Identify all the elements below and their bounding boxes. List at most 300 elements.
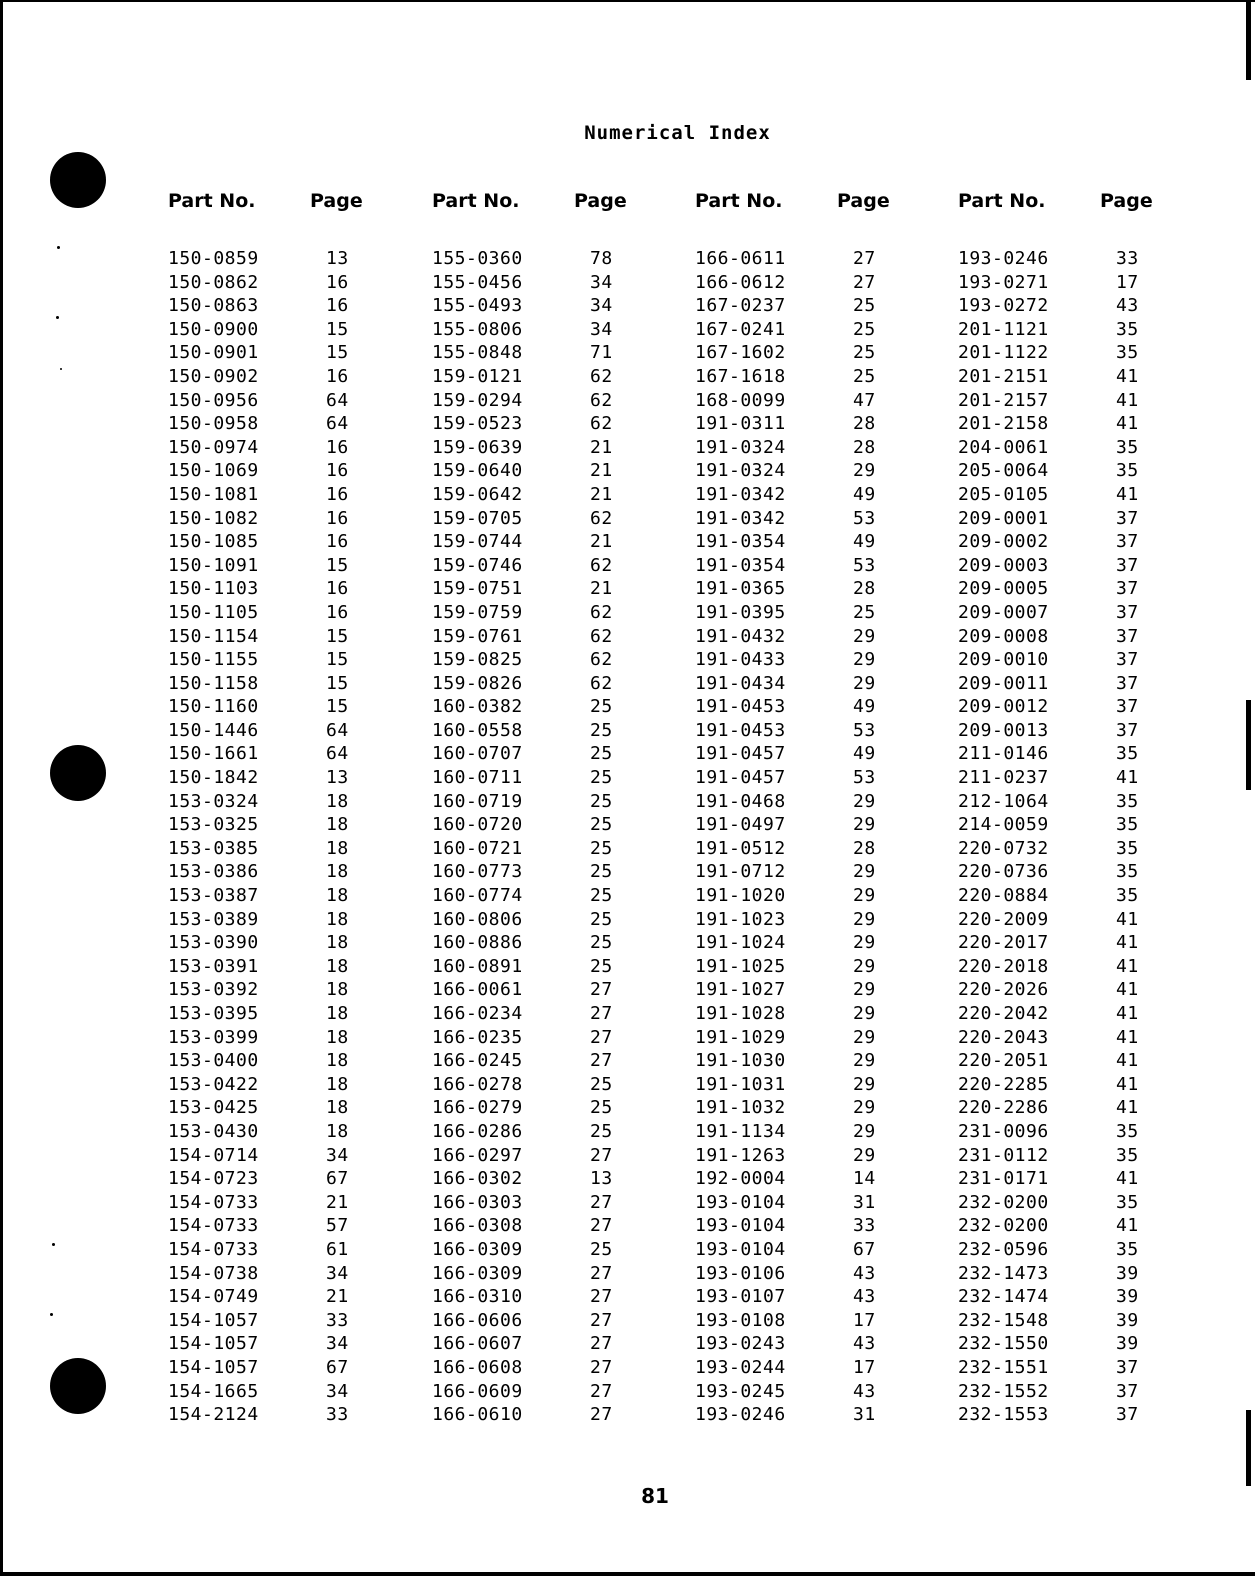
index-rows — [168, 248, 388, 1428]
part-number: 191-0512 — [695, 837, 786, 859]
part-no-header: Part No. — [695, 190, 783, 212]
part-number: 150-1661 — [168, 743, 259, 765]
page-ref: 53 — [853, 767, 876, 789]
page-ref: 16 — [326, 295, 349, 317]
page-ref: 21 — [590, 460, 613, 482]
part-number: 209-0005 — [958, 578, 1049, 600]
index-row — [168, 932, 388, 956]
index-row — [432, 1333, 652, 1357]
part-number: 153-0385 — [168, 837, 259, 859]
index-row — [958, 272, 1178, 296]
part-number: 191-1025 — [695, 955, 786, 977]
index-row — [958, 248, 1178, 272]
page-ref: 29 — [853, 790, 876, 812]
index-row — [958, 578, 1178, 602]
index-row — [695, 1333, 915, 1357]
page-ref: 37 — [1116, 1356, 1139, 1378]
part-number: 193-0272 — [958, 295, 1049, 317]
page-ref: 35 — [1116, 1191, 1139, 1213]
part-number: 212-1064 — [958, 790, 1049, 812]
index-rows — [432, 248, 652, 1428]
index-row — [168, 319, 388, 343]
page-ref: 33 — [326, 1404, 349, 1426]
scan-speck — [50, 1313, 53, 1316]
index-row — [695, 1381, 915, 1405]
part-number: 150-1154 — [168, 625, 259, 647]
part-number: 231-0171 — [958, 1168, 1049, 1190]
index-row — [695, 319, 915, 343]
part-number: 159-0761 — [432, 625, 523, 647]
binder-hole — [50, 745, 106, 801]
column-header — [168, 190, 388, 234]
index-row — [695, 1192, 915, 1216]
part-number: 191-0457 — [695, 767, 786, 789]
index-row — [958, 767, 1178, 791]
page-ref: 27 — [590, 1309, 613, 1331]
index-row — [168, 814, 388, 838]
page-ref: 25 — [590, 814, 613, 836]
index-row — [168, 720, 388, 744]
part-number: 193-0246 — [695, 1404, 786, 1426]
index-row — [695, 956, 915, 980]
part-number: 166-0609 — [432, 1380, 523, 1402]
binder-hole — [50, 152, 106, 208]
index-row — [695, 484, 915, 508]
index-row — [432, 1381, 652, 1405]
page-header: Page — [1100, 190, 1153, 212]
part-number: 166-0286 — [432, 1120, 523, 1142]
index-row — [958, 531, 1178, 555]
part-number: 167-0241 — [695, 318, 786, 340]
index-row — [432, 720, 652, 744]
part-number: 191-0395 — [695, 601, 786, 623]
page-ref: 29 — [853, 861, 876, 883]
page-ref: 41 — [1116, 955, 1139, 977]
part-number: 211-0237 — [958, 767, 1049, 789]
part-number: 166-0308 — [432, 1215, 523, 1237]
index-row — [168, 390, 388, 414]
page-ref: 21 — [590, 578, 613, 600]
index-row — [168, 1003, 388, 1027]
page-ref: 25 — [590, 932, 613, 954]
index-row — [958, 1192, 1178, 1216]
part-number: 154-0733 — [168, 1238, 259, 1260]
index-row — [695, 1074, 915, 1098]
part-number: 231-0112 — [958, 1144, 1049, 1166]
index-row — [168, 743, 388, 767]
part-number: 153-0387 — [168, 885, 259, 907]
page-ref: 62 — [590, 413, 613, 435]
part-number: 220-0884 — [958, 885, 1049, 907]
page-ref: 25 — [590, 1097, 613, 1119]
page-ref: 39 — [1116, 1286, 1139, 1308]
index-row — [958, 1003, 1178, 1027]
part-number: 159-0294 — [432, 389, 523, 411]
page-ref: 49 — [853, 696, 876, 718]
page-ref: 35 — [1116, 1120, 1139, 1142]
page-ref: 25 — [590, 1238, 613, 1260]
part-number: 166-0279 — [432, 1097, 523, 1119]
index-row — [168, 1381, 388, 1405]
index-row — [168, 602, 388, 626]
page-ref: 18 — [326, 932, 349, 954]
part-number: 191-1023 — [695, 908, 786, 930]
index-row — [168, 1145, 388, 1169]
page-ref: 21 — [590, 436, 613, 458]
page-ref: 71 — [590, 342, 613, 364]
index-row — [695, 1027, 915, 1051]
index-row — [432, 1097, 652, 1121]
page-ref: 25 — [590, 955, 613, 977]
page-ref: 37 — [1116, 601, 1139, 623]
page-ref: 17 — [853, 1356, 876, 1378]
page-ref: 35 — [1116, 743, 1139, 765]
index-row — [695, 578, 915, 602]
part-number: 220-2018 — [958, 955, 1049, 977]
part-number: 209-0003 — [958, 554, 1049, 576]
page-ref: 16 — [326, 436, 349, 458]
part-number: 155-0848 — [432, 342, 523, 364]
index-row — [695, 743, 915, 767]
index-row — [958, 932, 1178, 956]
part-number: 193-0246 — [958, 248, 1049, 269]
page-ref: 53 — [853, 719, 876, 741]
part-number: 167-1602 — [695, 342, 786, 364]
scan-speck — [57, 246, 60, 249]
part-number: 150-0863 — [168, 295, 259, 317]
page-ref: 35 — [1116, 790, 1139, 812]
index-row — [958, 956, 1178, 980]
page-ref: 33 — [1116, 248, 1139, 269]
page-header: Page — [310, 190, 363, 212]
part-number: 166-0302 — [432, 1168, 523, 1190]
page-ref: 25 — [590, 696, 613, 718]
index-row — [432, 390, 652, 414]
part-number: 160-0774 — [432, 885, 523, 907]
page-ref: 49 — [853, 531, 876, 553]
page-ref: 39 — [1116, 1333, 1139, 1355]
part-number: 191-1027 — [695, 979, 786, 1001]
index-row — [168, 838, 388, 862]
part-number: 160-0707 — [432, 743, 523, 765]
page-ref: 29 — [853, 908, 876, 930]
part-number: 201-1121 — [958, 318, 1049, 340]
part-number: 209-0008 — [958, 625, 1049, 647]
index-row — [432, 1263, 652, 1287]
page-ref: 25 — [853, 601, 876, 623]
page-ref: 29 — [853, 1097, 876, 1119]
part-number: 232-0200 — [958, 1191, 1049, 1213]
index-row — [695, 1239, 915, 1263]
page-ref: 41 — [1116, 413, 1139, 435]
part-number: 159-0759 — [432, 601, 523, 623]
page-ref: 16 — [326, 460, 349, 482]
page-ref: 18 — [326, 1050, 349, 1072]
scan-speck — [60, 368, 62, 370]
page-ref: 27 — [590, 1003, 613, 1024]
part-number: 209-0012 — [958, 696, 1049, 718]
page-ref: 37 — [1116, 507, 1139, 529]
page-ref: 37 — [1116, 578, 1139, 600]
index-row — [432, 342, 652, 366]
part-number: 166-0235 — [432, 1026, 523, 1048]
page-number: 81 — [641, 1484, 669, 1508]
index-row — [695, 1310, 915, 1334]
index-row — [695, 1215, 915, 1239]
part-number: 166-0303 — [432, 1191, 523, 1213]
page-ref: 16 — [326, 483, 349, 505]
page-ref: 62 — [590, 649, 613, 671]
index-row — [958, 413, 1178, 437]
part-number: 153-0325 — [168, 814, 259, 836]
index-row — [432, 1239, 652, 1263]
page-ref: 53 — [853, 507, 876, 529]
part-number: 191-0354 — [695, 531, 786, 553]
index-row — [432, 1215, 652, 1239]
page-ref: 37 — [1116, 696, 1139, 718]
part-number: 211-0146 — [958, 743, 1049, 765]
index-row — [695, 508, 915, 532]
index-row — [432, 814, 652, 838]
page-ref: 62 — [590, 554, 613, 576]
page-ref: 41 — [1116, 365, 1139, 387]
page-ref: 15 — [326, 342, 349, 364]
page-ref: 37 — [1116, 672, 1139, 694]
page-ref: 35 — [1116, 837, 1139, 859]
part-number: 153-0425 — [168, 1097, 259, 1119]
index-row — [432, 1074, 652, 1098]
index-row — [695, 555, 915, 579]
part-number: 220-0732 — [958, 837, 1049, 859]
page-ref: 15 — [326, 672, 349, 694]
part-number: 153-0386 — [168, 861, 259, 883]
page-ref: 27 — [590, 1215, 613, 1237]
page-ref: 33 — [853, 1215, 876, 1237]
page-ref: 17 — [853, 1309, 876, 1331]
part-number: 150-0862 — [168, 271, 259, 293]
index-row — [168, 366, 388, 390]
index-row — [168, 413, 388, 437]
index-row — [432, 1121, 652, 1145]
index-row — [958, 649, 1178, 673]
part-number: 205-0064 — [958, 460, 1049, 482]
page-ref: 25 — [590, 719, 613, 741]
index-row — [958, 626, 1178, 650]
part-number: 154-0738 — [168, 1262, 259, 1284]
page-ref: 47 — [853, 389, 876, 411]
page-ref: 29 — [853, 625, 876, 647]
page-ref: 27 — [853, 248, 876, 269]
page-ref: 64 — [326, 719, 349, 741]
page-ref: 28 — [853, 578, 876, 600]
part-number: 160-0721 — [432, 837, 523, 859]
part-number: 155-0493 — [432, 295, 523, 317]
index-row — [168, 885, 388, 909]
part-number: 159-0705 — [432, 507, 523, 529]
index-row — [168, 460, 388, 484]
part-number: 191-1134 — [695, 1120, 786, 1142]
page-ref: 29 — [853, 460, 876, 482]
part-number: 150-0958 — [168, 413, 259, 435]
index-column — [695, 190, 915, 1428]
index-row — [432, 531, 652, 555]
page-ref: 27 — [590, 1286, 613, 1308]
part-number: 191-1029 — [695, 1026, 786, 1048]
page-ref: 41 — [1116, 1026, 1139, 1048]
index-row — [695, 909, 915, 933]
part-number: 191-0434 — [695, 672, 786, 694]
page-ref: 21 — [590, 483, 613, 505]
page-ref: 16 — [326, 578, 349, 600]
index-row — [695, 342, 915, 366]
right-edge-mark — [1246, 0, 1251, 80]
index-row — [695, 295, 915, 319]
part-number: 209-0013 — [958, 719, 1049, 741]
page-ref: 37 — [1116, 625, 1139, 647]
part-number: 166-0309 — [432, 1262, 523, 1284]
index-row — [168, 1286, 388, 1310]
index-row — [168, 979, 388, 1003]
index-row — [432, 932, 652, 956]
index-row — [958, 720, 1178, 744]
index-row — [695, 390, 915, 414]
page-ref: 27 — [590, 1144, 613, 1166]
page-header: Page — [574, 190, 627, 212]
page-ref: 13 — [326, 248, 349, 269]
part-number: 150-0901 — [168, 342, 259, 364]
page-ref: 39 — [1116, 1262, 1139, 1284]
index-row — [695, 531, 915, 555]
part-number: 220-2009 — [958, 908, 1049, 930]
page-ref: 29 — [853, 1026, 876, 1048]
part-number: 155-0806 — [432, 318, 523, 340]
page-ref: 61 — [326, 1238, 349, 1260]
part-no-header: Part No. — [958, 190, 1046, 212]
index-row — [958, 390, 1178, 414]
page-ref: 37 — [1116, 719, 1139, 741]
part-number: 159-0642 — [432, 483, 523, 505]
page-ref: 27 — [590, 1404, 613, 1426]
index-row — [432, 861, 652, 885]
part-number: 191-1032 — [695, 1097, 786, 1119]
index-row — [958, 508, 1178, 532]
index-row — [695, 649, 915, 673]
index-row — [168, 1310, 388, 1334]
index-row — [958, 437, 1178, 461]
part-number: 153-0391 — [168, 955, 259, 977]
part-number: 220-2285 — [958, 1073, 1049, 1095]
part-number: 166-0610 — [432, 1404, 523, 1426]
index-row — [432, 909, 652, 933]
index-row — [432, 484, 652, 508]
index-row — [168, 437, 388, 461]
part-number: 232-0200 — [958, 1215, 1049, 1237]
page-ref: 18 — [326, 885, 349, 907]
part-number: 159-0746 — [432, 554, 523, 576]
index-row — [958, 909, 1178, 933]
page-ref: 34 — [326, 1333, 349, 1355]
part-no-header: Part No. — [168, 190, 256, 212]
page-ref: 41 — [1116, 1003, 1139, 1024]
page-ref: 15 — [326, 649, 349, 671]
part-number: 191-0468 — [695, 790, 786, 812]
part-number: 166-0061 — [432, 979, 523, 1001]
part-number: 209-0011 — [958, 672, 1049, 694]
page-ref: 64 — [326, 743, 349, 765]
part-number: 153-0389 — [168, 908, 259, 930]
index-row — [695, 1097, 915, 1121]
index-rows — [695, 248, 915, 1428]
page-ref: 35 — [1116, 1238, 1139, 1260]
part-number: 191-0324 — [695, 436, 786, 458]
index-row — [168, 861, 388, 885]
part-number: 150-1081 — [168, 483, 259, 505]
index-row — [695, 272, 915, 296]
page-ref: 39 — [1116, 1309, 1139, 1331]
part-number: 150-1091 — [168, 554, 259, 576]
page-ref: 34 — [326, 1262, 349, 1284]
index-row — [168, 578, 388, 602]
index-row — [168, 295, 388, 319]
page-ref: 28 — [853, 436, 876, 458]
index-row — [168, 555, 388, 579]
page-ref: 53 — [853, 554, 876, 576]
part-number: 159-0523 — [432, 413, 523, 435]
page-ref: 27 — [590, 1262, 613, 1284]
index-row — [432, 366, 652, 390]
page-ref: 29 — [853, 814, 876, 836]
index-row — [432, 1286, 652, 1310]
index-row — [168, 1027, 388, 1051]
index-row — [958, 1381, 1178, 1405]
page-ref: 62 — [590, 672, 613, 694]
index-row — [432, 838, 652, 862]
part-number: 193-0244 — [695, 1356, 786, 1378]
part-number: 193-0108 — [695, 1309, 786, 1331]
page-ref: 41 — [1116, 767, 1139, 789]
page-ref: 15 — [326, 696, 349, 718]
part-number: 154-1057 — [168, 1356, 259, 1378]
page-ref: 57 — [326, 1215, 349, 1237]
part-number: 154-0723 — [168, 1168, 259, 1190]
page-ref: 16 — [326, 365, 349, 387]
index-row — [432, 956, 652, 980]
page-ref: 62 — [590, 507, 613, 529]
page-ref: 67 — [853, 1238, 876, 1260]
page-ref: 13 — [590, 1168, 613, 1190]
page-ref: 25 — [853, 365, 876, 387]
page-ref: 18 — [326, 1120, 349, 1142]
part-number: 159-0121 — [432, 365, 523, 387]
index-row — [168, 649, 388, 673]
index-row — [695, 1003, 915, 1027]
part-number: 155-0456 — [432, 271, 523, 293]
page-ref: 62 — [590, 625, 613, 647]
page-ref: 43 — [853, 1286, 876, 1308]
index-row — [958, 1145, 1178, 1169]
column-header — [958, 190, 1178, 234]
page-ref: 64 — [326, 413, 349, 435]
index-row — [432, 743, 652, 767]
part-number: 160-0806 — [432, 908, 523, 930]
part-number: 150-1085 — [168, 531, 259, 553]
index-row — [168, 1050, 388, 1074]
index-row — [958, 1263, 1178, 1287]
page-ref: 18 — [326, 1003, 349, 1024]
part-number: 160-0719 — [432, 790, 523, 812]
part-number: 167-1618 — [695, 365, 786, 387]
part-number: 154-0733 — [168, 1191, 259, 1213]
